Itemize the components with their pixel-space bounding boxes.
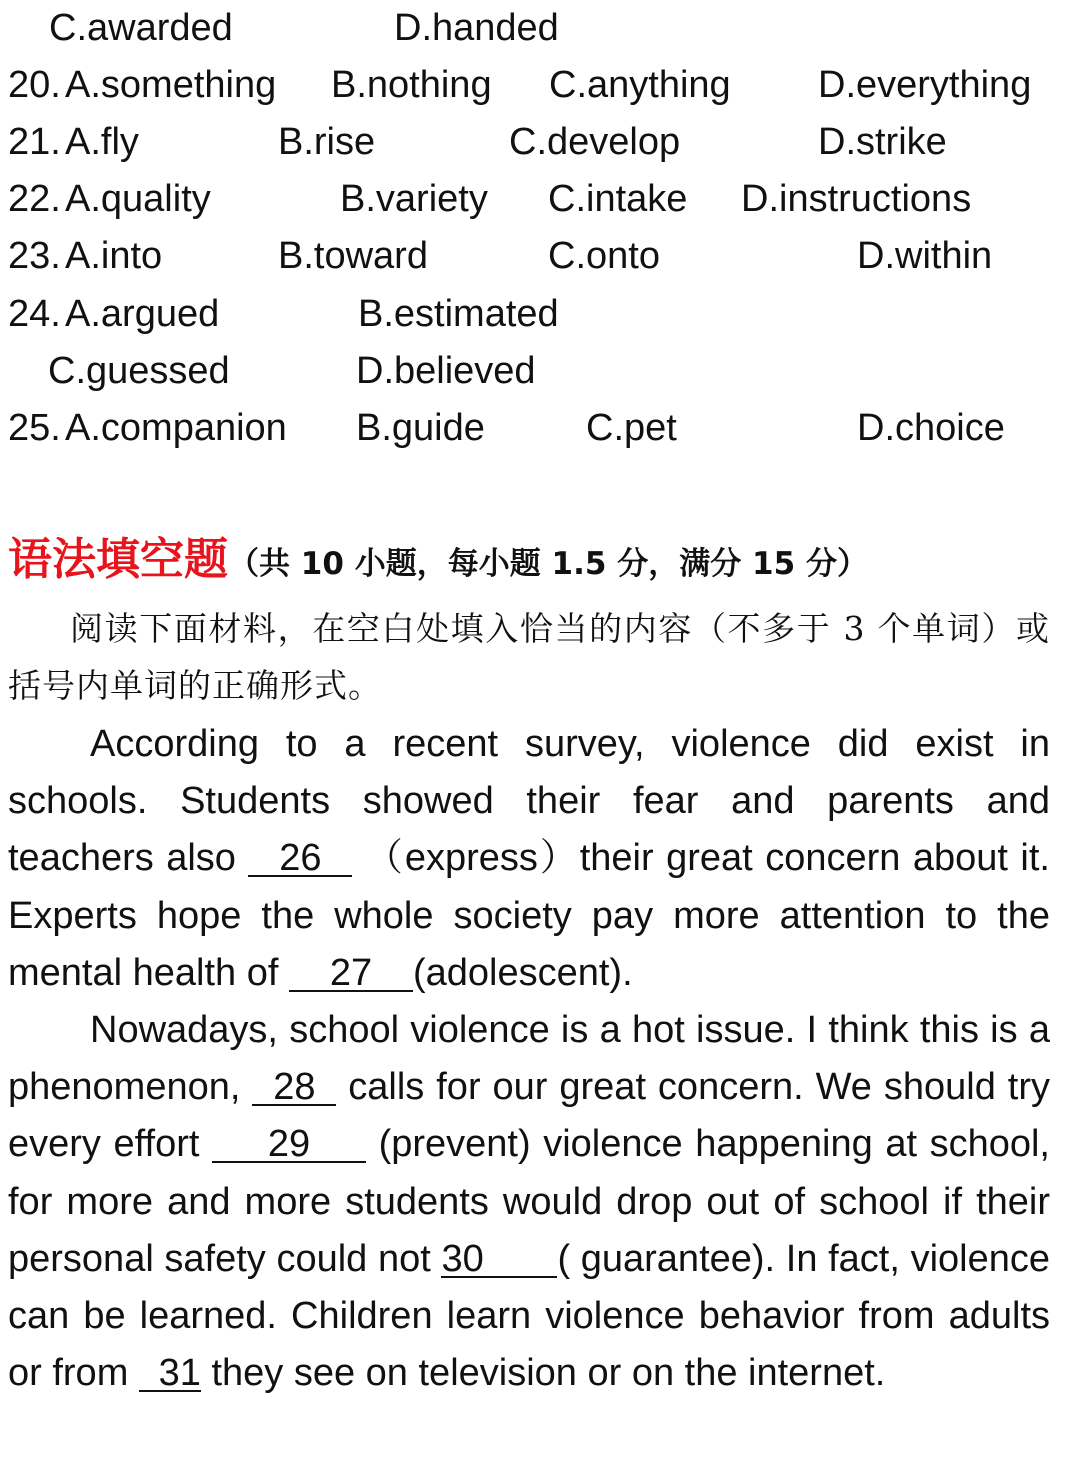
option-24-a: A.argued bbox=[65, 293, 220, 335]
option-row-24-continued bbox=[0, 343, 1080, 399]
option-22-d: D.instructions bbox=[741, 178, 972, 220]
option-21-b: B.rise bbox=[278, 121, 376, 163]
option-20-d: D.everything bbox=[818, 64, 1032, 106]
section-instruction: 阅读下面材料，在空白处填入恰当的内容（不多于 3 个单词）或括号内单词的正确形式。 bbox=[8, 609, 1050, 705]
blank-26[interactable]: 26 bbox=[248, 841, 352, 877]
option-25-d: D.choice bbox=[857, 407, 1005, 449]
passage-text: Nowadays, school violence is a hot issue. I think this is a phenomenon, bbox=[8, 1009, 1050, 1109]
option-23-b: B.toward bbox=[278, 235, 428, 277]
option-19-c: C.awarded bbox=[49, 7, 233, 49]
option-22-b: B.variety bbox=[340, 178, 488, 220]
option-row-22 bbox=[0, 171, 1080, 227]
option-row-24 bbox=[0, 286, 1080, 342]
question-number-23: 23. bbox=[8, 235, 61, 277]
option-25-a: A.companion bbox=[65, 407, 287, 449]
passage-text: According to a recent survey, violence did exist in schools. Students showed their fear and parents and teachers also bbox=[8, 723, 1050, 880]
question-number-24: 24. bbox=[8, 293, 61, 335]
option-row-23 bbox=[0, 228, 1080, 284]
option-20-b: B.nothing bbox=[331, 64, 492, 106]
question-number-20: 20. bbox=[8, 64, 61, 106]
blank-28[interactable]: 28 bbox=[252, 1070, 336, 1106]
option-25-b: B.guide bbox=[356, 407, 485, 449]
blank-31[interactable]: 31 bbox=[139, 1356, 201, 1392]
option-21-a: A.fly bbox=[65, 121, 139, 163]
blank-27[interactable]: 27 bbox=[289, 956, 413, 992]
passage-text: (prevent) violence happening at school, for more and more students would drop out of school if their personal safety could not bbox=[8, 1123, 1050, 1280]
option-23-c: C.onto bbox=[548, 235, 660, 277]
option-20-c: C.anything bbox=[549, 64, 731, 106]
option-row-19-continued bbox=[0, 0, 1080, 56]
section-header bbox=[8, 528, 1068, 592]
passage-text: (adolescent). bbox=[412, 951, 633, 994]
option-23-d: D.within bbox=[857, 235, 993, 277]
passage-paragraph-2 bbox=[8, 1002, 1050, 1402]
option-22-c: C.intake bbox=[548, 178, 688, 220]
question-number-25: 25. bbox=[8, 407, 61, 449]
blank-30[interactable]: 30 bbox=[441, 1242, 557, 1278]
option-row-21 bbox=[0, 114, 1080, 170]
option-23-a: A.into bbox=[65, 235, 163, 277]
passage-text: calls for our great concern. We should try every effort bbox=[8, 1066, 1050, 1166]
section-score-note: （共 10 小题，每小题 1.5 分，满分 15 分） bbox=[228, 546, 868, 582]
option-21-d: D.strike bbox=[818, 121, 947, 163]
option-20-a: A.something bbox=[65, 64, 277, 106]
option-row-25 bbox=[0, 400, 1080, 456]
option-24-b: B.estimated bbox=[358, 293, 559, 335]
passage-text: they see on television or on the internet. bbox=[200, 1352, 886, 1395]
passage-paragraph-1 bbox=[8, 716, 1050, 1002]
question-number-22: 22. bbox=[8, 178, 61, 220]
option-22-a: A.quality bbox=[65, 178, 211, 220]
option-24-d: D.believed bbox=[356, 350, 536, 392]
option-19-d: D.handed bbox=[394, 7, 559, 49]
blank-29[interactable]: 29 bbox=[212, 1127, 366, 1163]
question-number-21: 21. bbox=[8, 121, 61, 163]
option-row-20 bbox=[0, 57, 1080, 113]
passage-text: ( guarantee). In fact, violence can be learned. Children learn violence behavior from adults or from bbox=[8, 1237, 1050, 1395]
option-21-c: C.develop bbox=[509, 121, 681, 163]
option-25-c: C.pet bbox=[586, 407, 677, 449]
section-title: 语法填空题 bbox=[8, 534, 228, 585]
passage-text: （express）their great concern about it. Experts hope the whole society pay more attention to the mental health of bbox=[8, 837, 1050, 994]
option-24-c: C.guessed bbox=[48, 350, 230, 392]
